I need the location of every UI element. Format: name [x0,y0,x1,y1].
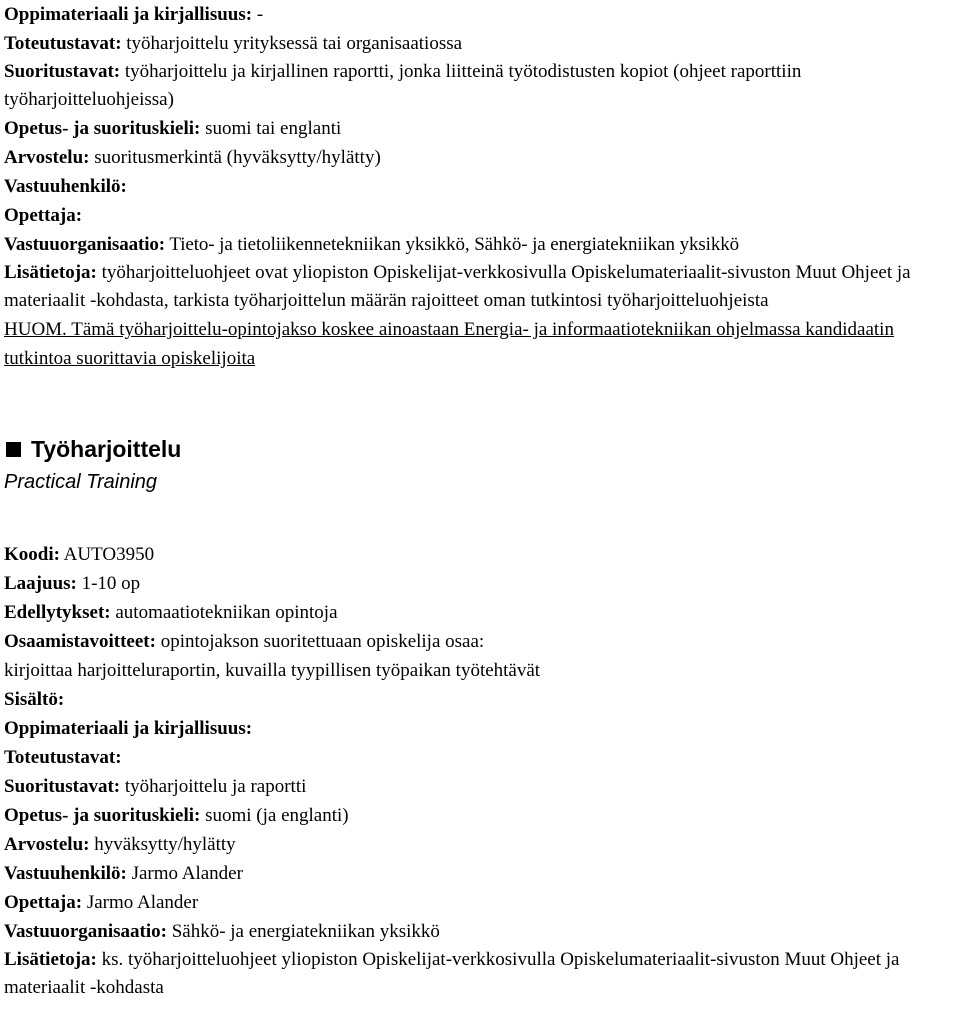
field-kieli [4,801,956,830]
course-subtitle: Practical Training [4,471,158,493]
field-lisatietoja [4,946,956,1002]
field-label: Koodi: [4,544,60,565]
field-koodi [4,540,956,569]
field-label: Opettaja: [4,892,83,913]
field-opettaja [4,888,956,917]
field-value: Sähkö- ja energiatekniikan yksikkö [166,921,440,942]
field-label: Lisätietoja: [4,262,97,283]
field-value: työharjoittelu yrityksessä tai organisaatiossa [121,33,463,54]
field-vastuuhenkilo [4,859,956,888]
field-value: AUTO3950 [59,544,155,565]
square-bullet-icon [6,442,21,457]
field-oppimateriaali [4,0,956,29]
field-value: Tieto- ja tietoliikennetekniikan yksikkö, Sähkö- ja energiatekniikan yksikkö [165,234,740,255]
field-value: työharjoitteluohjeet ovat yliopiston Opiskelijat-verkkosivulla Opiskelumateriaalit-sivuston Muut Ohjeet ja materiaalit -kohdasta, tarkista työharjoittelun määrän rajoitteet oman tutkintosi työharjoitteluohjeista [4,262,911,311]
field-laajuus [4,569,956,598]
field-label: Oppimateriaali ja kirjallisuus: [4,718,253,739]
field-sisalto [4,685,956,714]
field-label: Suoritustavat: [4,776,121,797]
field-label: Osaamistavoitteet: [4,631,156,652]
huom-note: HUOM. Tämä työharjoittelu-opintojakso koskee ainoastaan Energia- ja informaatiotekniikan ohjelmassa kandidaatin tutkintoa suorittavia opiskelijoita [4,319,894,369]
field-value: 1-10 op [76,573,141,594]
field-label: Edellytykset: [4,602,111,623]
field-label: Lisätietoja: [4,949,97,970]
field-lisatietoja [4,259,956,315]
field-value: työharjoittelu ja kirjallinen raportti, jonka liitteinä työtodistusten kopiot (ohjeet raporttiin työharjoitteluohjeissa) [4,61,802,110]
field-value: hyväksytty/hylätty [89,834,236,855]
field-kieli [4,114,956,143]
field-label: Toteutustavat: [4,33,122,54]
field-value: ks. työharjoitteluohjeet yliopiston Opiskelijat-verkkosivulla Opiskelumateriaalit-sivuston Muut Ohjeet ja materiaalit -kohdasta [4,949,900,998]
field-vastuuorganisaatio [4,917,956,946]
field-label: Vastuuhenkilö: [4,176,127,197]
field-edellytykset [4,598,956,627]
field-suoritustavat [4,772,956,801]
field-toteutustavat [4,29,956,58]
field-value: työharjoittelu ja raportti [120,776,307,797]
field-label: Toteutustavat: [4,747,122,768]
field-label: Vastuuorganisaatio: [4,234,166,255]
field-label: Vastuuorganisaatio: [4,921,167,942]
field-arvostelu [4,830,956,859]
osaamistavoitteet-detail: kirjoittaa harjoitteluraportin, kuvailla tyypillisen työpaikan työtehtävät [4,660,541,681]
field-label: Opetus- ja suorituskieli: [4,118,201,139]
field-label: Sisältö: [4,689,65,710]
field-value: Jarmo Alander [126,863,243,884]
field-value: suomi tai englanti [200,118,342,139]
field-vastuuhenkilo [4,172,956,201]
spacer [4,498,956,540]
field-value: suoritusmerkintä (hyväksytty/hylätty) [89,147,381,168]
document-page [4,0,956,1002]
field-label: Laajuus: [4,573,77,594]
course-heading [4,433,956,465]
field-value: Jarmo Alander [82,892,199,913]
field-label: Suoritustavat: [4,61,121,82]
field-label: Opetus- ja suorituskieli: [4,805,201,826]
field-arvostelu [4,143,956,172]
field-toteutustavat [4,743,956,772]
field-vastuuorganisaatio [4,230,956,259]
field-label: Vastuuhenkilö: [4,863,127,884]
field-label: Oppimateriaali ja kirjallisuus: [4,4,253,25]
field-oppimateriaali [4,714,956,743]
field-opettaja [4,201,956,230]
field-osaamistavoitteet [4,627,956,656]
field-label: Arvostelu: [4,834,90,855]
field-label: Arvostelu: [4,147,90,168]
course-title: Työharjoittelu [31,435,182,462]
field-value: opintojakson suoritettuaan opiskelija osaa: [155,631,485,652]
field-value: automaatiotekniikan opintoja [110,602,338,623]
field-value: - [252,4,264,25]
field-label: Opettaja: [4,205,83,226]
field-value: suomi (ja englanti) [200,805,349,826]
field-suoritustavat [4,58,956,114]
